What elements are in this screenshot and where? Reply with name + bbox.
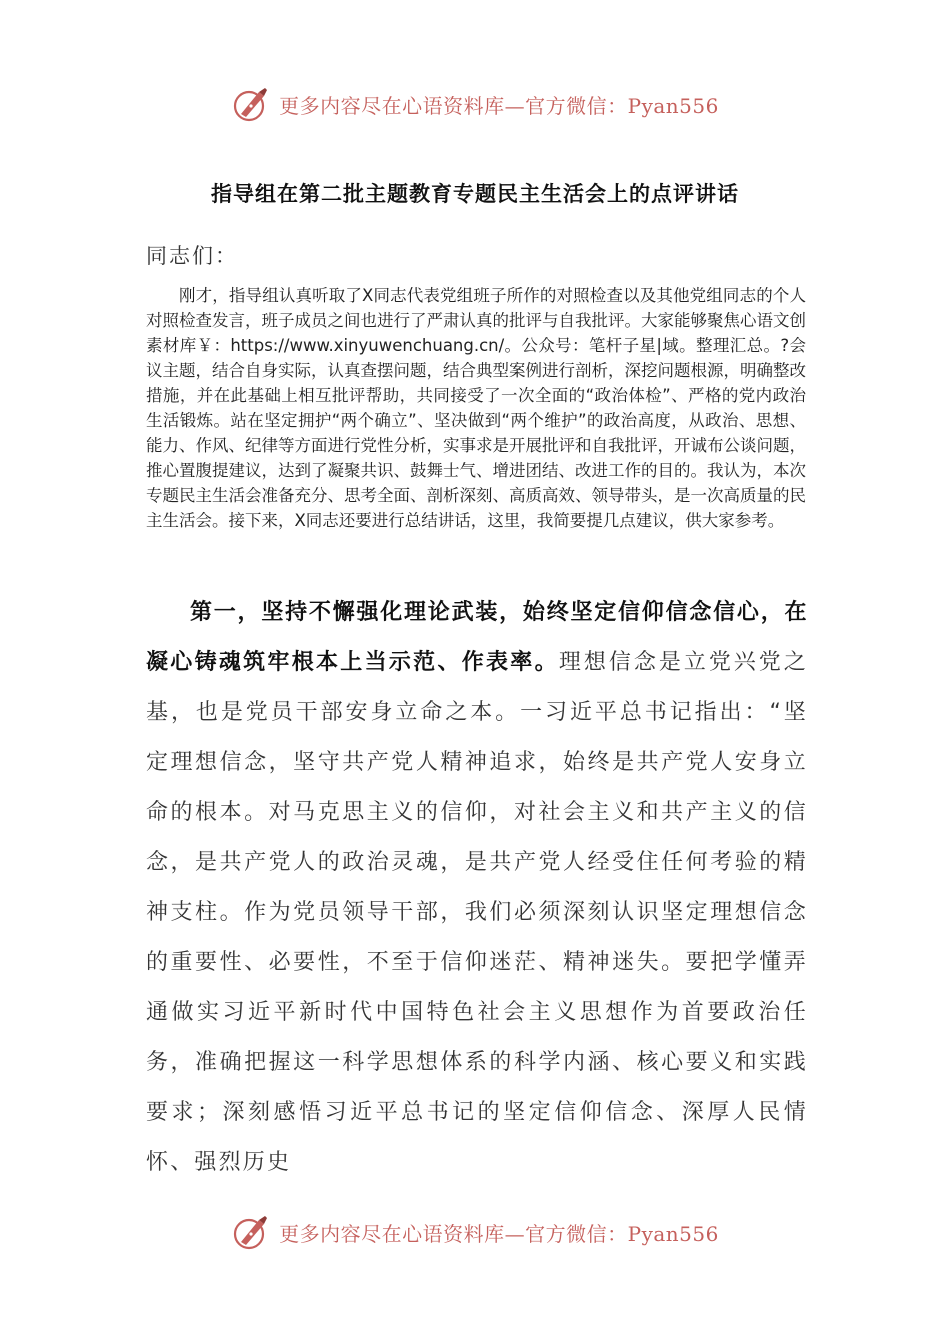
salutation: 同志们：: [146, 244, 238, 268]
section1-paragraph: [146, 588, 808, 1188]
header-banner-text: 更多内容尽在心语资料库—官方微信：Pyan556: [279, 93, 719, 118]
footer-banner: [0, 1212, 950, 1252]
header-banner: [0, 84, 950, 124]
footer-banner-text: 更多内容尽在心语资料库—官方微信：Pyan556: [279, 1221, 719, 1246]
intro-paragraph: 刚才，指导组认真听取了X同志代表党组班子所作的对照检查以及其他党组同志的个人对照检查发言，班子成员之间也进行了严肃认真的批评与自我批评。大家能够聚焦心语文创素材库￥：https://www.xinyuwenchuang.cn/。公众号：笔杆子星|域。整理汇总。?会议主题，结合自身实际，认真查摆问题，结合典型案例进行剖析，深挖问题根源，明确整改措施，并在此基础上相互批评帮助，共同接受了一次全面的“政治体检”、严格的党内政治生活锻炼。站在坚定拥护“两个确立”、坚决做到“两个维护”的政治高度，从政治、思想、能力、作风、纪律等方面进行党性分析，实事求是开展批评和自我批评，开诚布公谈问题，推心置腹提建议，达到了凝聚共识、鼓舞士气、增进团结、改进工作的目的。我认为，本次专题民主生活会准备充分、思考全面、剖析深刻、高质高效、领导带头，是一次高质量的民主生活会。接下来，X同志还要进行总结讲话，这里，我简要提几点建议，供大家参考。: [146, 286, 806, 530]
pen-nib-logo-icon: [231, 84, 271, 124]
document-title: 指导组在第二批主题教育专题民主生活会上的点评讲话: [211, 181, 739, 206]
section1-body: 理想信念是立党兴党之基，也是党员干部安身立命之本。一习近平总书记指出：“坚定理想信念，坚守共产党人精神追求，始终是共产党人安身立命的根本。对马克思主义的信仰，对社会主义和共产主义的信念，是共产党人的政治灵魂，是共产党人经受住任何考验的精神支柱。作为党员领导干部，我们必须深刻认识坚定理想信念的重要性、必要性，不至于信仰迷茫、精神迷失。要把学懂弄通做实习近平新时代中国特色社会主义思想作为首要政治任务，准确把握这一科学思想体系的科学内涵、核心要义和实践要求；深刻感悟习近平总书记的坚定信仰信念、深厚人民情怀、强烈历史: [146, 650, 808, 1175]
pen-nib-logo-icon: [231, 1212, 271, 1252]
section1-heading: 第一，坚持不懈强化理论武装，始终坚定信仰信念信心，在凝心铸魂筑牢根本上当示范、作表率。: [146, 600, 808, 675]
